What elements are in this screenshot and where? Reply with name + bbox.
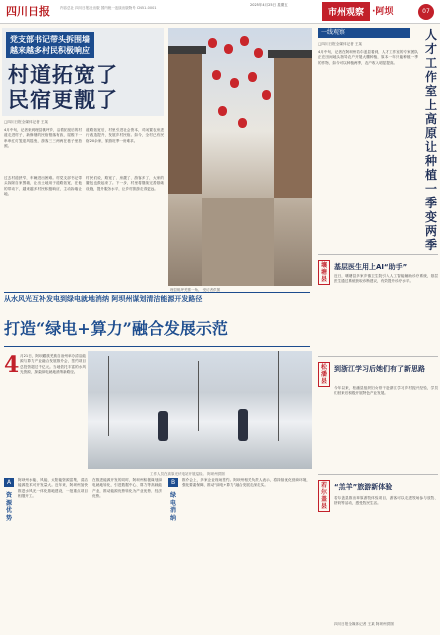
solar-photo <box>88 351 312 469</box>
mid-lead: 月21日，阿坝藏族羌族自治州举办清洁能源与算力产业融合发展推介会，签约项目总投资超过千亿元。当地依托丰富的水风光资源，探索绿电就地消纳新路径。 <box>20 354 86 375</box>
mid-column: 阿坝州水能、风能、太阳能资源富集，清洁能源技术可开发量大。近年来，阿坝州加快推进水风光一体化基地建设，一批重点项目相继开工。 <box>18 478 88 499</box>
subsection-a-title: 资源优势 <box>5 492 12 522</box>
top-headline-box <box>2 28 164 116</box>
vertical-headline-char: 一 <box>424 182 437 196</box>
right-headline: “羔羊”旅游新体验 <box>334 483 393 491</box>
county-label: 松潘县 <box>318 362 330 387</box>
top-paragraph: 村民们说，路宽了、房靓了、游客多了，大家的腰包也鼓起来了。下一步，村里将继续完善基础设施，提升服务水平，让乡村旅游走得更远。 <box>86 176 164 191</box>
vertical-headline-char: 上 <box>424 98 437 112</box>
right-byline: □四川日报全媒体记者 王某 <box>318 42 363 46</box>
top-kicker <box>6 32 94 58</box>
power-pole <box>278 351 279 441</box>
right-headline: 到浙江学习后她们有了新思路 <box>334 365 425 373</box>
vertical-headline-char: 种 <box>424 154 437 168</box>
mid-column: 在推进能源开发的同时，阿坝州积极谋划绿电就地转化，引进数据中心、算力等高载能产业，推动能源优势转化为产业优势、经济优势。 <box>92 478 162 499</box>
top-headline-line: 村道拓宽了 <box>8 62 118 87</box>
village-photo <box>168 28 312 286</box>
vertical-headline-char: 两 <box>424 224 437 238</box>
lantern-icon <box>254 48 263 58</box>
right-section-bar: 一线观察 <box>318 28 410 38</box>
left-column-area <box>0 26 314 635</box>
subsection-b-tag: B <box>168 478 178 487</box>
mid-photo-caption: 工作人员在高原光伏电站开展巡检。 阿坝州供图 <box>150 472 225 476</box>
top-headline <box>8 62 118 112</box>
stone-path <box>202 198 274 286</box>
vertical-headline-char: 季 <box>424 238 437 252</box>
top-headline-line: 民宿更靓了 <box>8 87 118 112</box>
divider <box>318 474 438 475</box>
mid-kicker: 从水风光互补发电到绿电就地消纳 阿坝州谋划清洁能源开发路径 <box>4 295 203 303</box>
masthead <box>0 0 440 24</box>
right-column-area <box>318 26 440 635</box>
top-byline: □四川日报全媒体记者 王某 <box>4 120 49 124</box>
newspaper-logo: 四川日报 <box>6 5 50 18</box>
lantern-icon <box>218 106 227 116</box>
section-subname: ·阿坝 <box>372 7 394 17</box>
lantern-icon <box>212 70 221 80</box>
lantern-icon <box>224 44 233 54</box>
divider <box>4 292 310 293</box>
lantern-icon <box>262 90 271 100</box>
vertical-headline-char: 季 <box>424 196 437 210</box>
subsection-a-tag: A <box>4 478 14 487</box>
top-paragraph: 4月中旬，记者来到理县桃坪乡，沿着拓宽后的村道走进村子，新修缮的民宿错落有致，屋檐下一串串红灯笼迎风摇曳，游客三三两两在巷子里拍照。 <box>4 128 82 149</box>
masthead-info: 内容总社 四川日报社出版 国内统一连续出版物号 CN51-0001 <box>60 6 157 10</box>
vertical-headline-char: 作 <box>424 70 437 84</box>
right-paragraph: 近日，壤塘县多家乡镇卫生院引入人工智能辅助诊疗系统，基层医生通过系统获取诊断建议，有效提升诊疗水平。 <box>334 274 438 284</box>
power-pole <box>108 356 109 436</box>
vertical-headline-char: 变 <box>424 210 437 224</box>
roof-shape <box>268 50 312 58</box>
lantern-icon <box>248 72 257 82</box>
roof-shape <box>168 46 206 54</box>
top-kicker-line: 党支部书记带头拆围墙 <box>10 35 90 44</box>
vertical-headline-char: 高 <box>424 112 437 126</box>
county-label: 若尔盖县 <box>318 480 330 512</box>
vertical-headline-char: 人 <box>424 28 437 42</box>
divider <box>318 254 438 255</box>
lantern-icon <box>208 38 217 48</box>
drop-cap-number: 4 <box>4 352 20 378</box>
vertical-headline-char: 让 <box>424 140 437 154</box>
worker-figure <box>158 411 168 441</box>
vertical-headline-char: 植 <box>424 168 437 182</box>
issue-date: 2025年4月25日 星期五 <box>250 3 288 7</box>
power-pole <box>198 361 199 431</box>
right-vertical-headline <box>424 28 438 252</box>
top-photo-caption: 理县桃坪羌寨一角。 受访者供图 <box>170 288 221 292</box>
mid-column: 推介会上，多家企业现场签约。阿坝州相关负责人表示，将持续优化营商环境，强化要素保障，推动“绿电+算力”融合发展走深走实。 <box>182 478 310 488</box>
vertical-headline-char: 才 <box>424 42 437 56</box>
subsection-b-title: 绿电消纳 <box>169 492 176 522</box>
mid-headline: 打造“绿电+算力”融合发展示范 <box>4 319 228 338</box>
right-paragraph: 今年以来，松潘县组织妇女骨干赴浙江学习乡村振兴经验，学员们回来后积极开展特色产业发展。 <box>334 386 438 396</box>
lantern-icon <box>230 78 239 88</box>
county-label: 壤塘县 <box>318 260 330 285</box>
section-name: 市州观察 <box>322 2 370 21</box>
vertical-headline-char: 工 <box>424 56 437 70</box>
lantern-icon <box>238 118 247 128</box>
top-paragraph: 道路拓宽后，村里引进社会资本，对闲置农房进行改造提升，发展乡村民宿。如今，全村已有民宿20余家，旅游旺季一房难求。 <box>86 128 164 143</box>
vertical-headline-char: 室 <box>424 84 437 98</box>
top-paragraph: 过去村道狭窄，车辆进出困难。村党支部书记带头拆除自家围墙，让出土地用于道路拓宽，在他的带动下，越来越多村民积极响应，主动拆墙让地。 <box>4 176 82 197</box>
worker-figure <box>238 409 248 441</box>
right-paragraph: 4月中旬，记者在阿坝州若尔盖县看到，人才工作室的专家团队正在田间地头指导农户开展大棚种植，原本一年只能种植一季的作物，如今可以种植两季，农户收入明显提高。 <box>318 50 418 65</box>
page-number: 07 <box>418 4 434 20</box>
building-left <box>168 54 202 194</box>
right-paragraph: 若尔盖县推出草原游牧体验项目，游客可以走进牧场参与放牧、挤奶等活动，感受牧民生活。 <box>334 496 438 506</box>
divider <box>318 356 438 357</box>
right-headline: 基层医生用上AI“助手” <box>334 263 408 271</box>
top-kicker-line: 越来越多村民积极响应 <box>10 46 90 55</box>
vertical-headline-char: 原 <box>424 126 437 140</box>
lantern-icon <box>240 36 249 46</box>
building-right <box>274 58 312 198</box>
divider <box>4 346 310 347</box>
right-byline: 四川日报全媒体记者 王某 阿坝州供图 <box>334 622 394 626</box>
